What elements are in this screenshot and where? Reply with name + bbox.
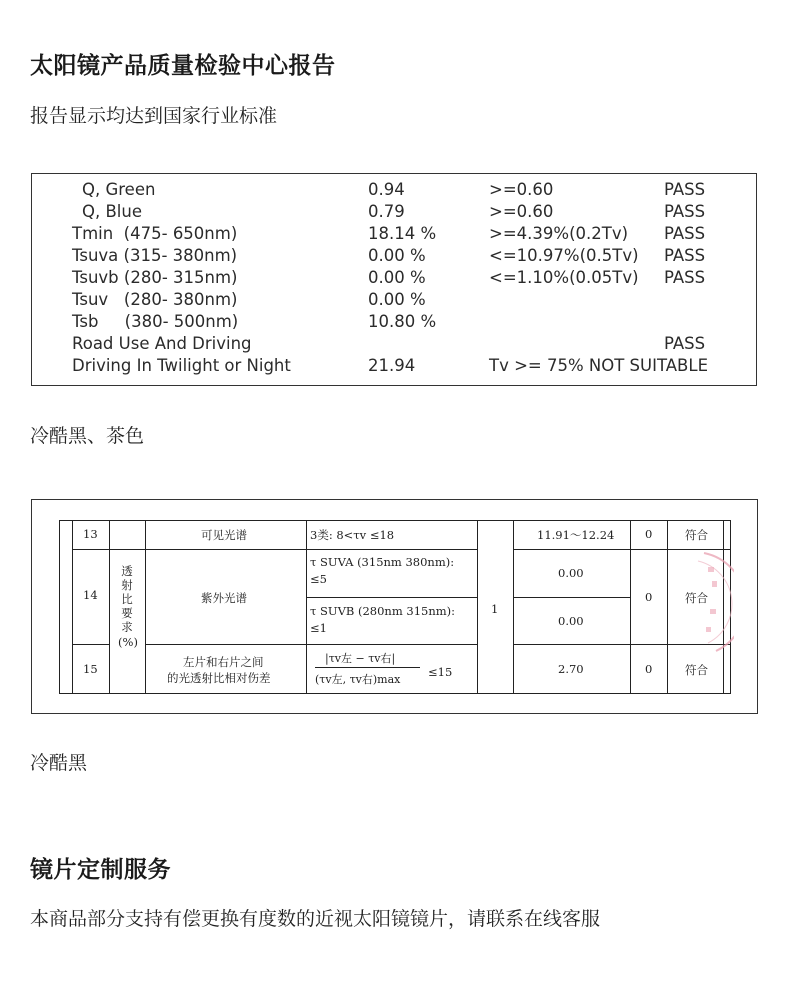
row-result: PASS: [664, 334, 706, 353]
formula-denominator: (τv左, τv右)max: [315, 673, 401, 686]
col-divider: [630, 520, 631, 694]
row-value: 10.80 %: [368, 312, 437, 331]
formula-bar: [315, 667, 420, 668]
test-result: 11.91～12.24: [537, 528, 615, 542]
row-divider: [72, 549, 477, 550]
row-label: Tsb (380- 500nm): [72, 312, 239, 331]
col-divider: [59, 520, 60, 694]
col-divider: [306, 520, 307, 694]
caption-color-1: 冷酷黑、茶色: [30, 425, 145, 447]
inspection-stamp: [664, 547, 734, 657]
report-row: [32, 334, 756, 356]
group-label: 透 射 比 要 求: [121, 564, 133, 634]
row-standard: >=0.60: [489, 202, 554, 221]
row-label: Driving In Twilight or Night: [72, 356, 291, 375]
test-result-uvb: 0.00: [558, 614, 584, 628]
sample-number: 1: [491, 602, 499, 616]
row-label: Tsuvb (280- 315nm): [72, 268, 238, 287]
row-divider: [145, 644, 477, 645]
test-item: 可见光谱: [201, 528, 247, 542]
row-standard: >=0.60: [489, 180, 554, 199]
test-report-chinese: [31, 499, 758, 714]
col-divider: [72, 520, 73, 694]
row-divider: [72, 644, 109, 645]
count: 0: [645, 590, 653, 604]
formula-numerator: |τv左 − τv右|: [325, 652, 396, 665]
col-divider: [513, 520, 514, 694]
count: 0: [645, 662, 653, 676]
report-row: [32, 290, 756, 312]
requirement: 3类: 8<τv ≤18: [310, 528, 395, 542]
row-label: Q, Blue: [82, 202, 142, 221]
standard-table: [59, 520, 731, 694]
row-result: PASS: [664, 224, 706, 243]
row-value: 0.00 %: [368, 268, 426, 287]
requirement-uva-limit: ≤5: [310, 572, 327, 586]
row-value: 0.00 %: [368, 290, 426, 309]
row-result: PASS: [664, 268, 706, 287]
report-row: [32, 356, 756, 378]
row-standard: Tv >= 75% NOT SUITABLE: [489, 356, 708, 375]
group-label-unit: (%): [118, 635, 138, 649]
report-row: [32, 246, 756, 268]
verdict: 符合: [685, 591, 708, 605]
row-label: Tsuv (280- 380nm): [72, 290, 238, 309]
section-title-custom-lens: 镜片定制服务: [30, 857, 171, 883]
test-result-uva: 0.00: [558, 566, 584, 580]
count: 0: [645, 527, 653, 541]
section-body-custom-lens: 本商品部分支持有偿更换有度数的近视太阳镜镜片，请联系在线客服: [30, 908, 601, 930]
row-label: Q, Green: [82, 180, 156, 199]
report-row: [32, 202, 756, 224]
row-value: 0.00 %: [368, 246, 426, 265]
row-number: 15: [83, 662, 98, 676]
row-label: Road Use And Driving: [72, 334, 252, 353]
row-label: Tmin (475- 650nm): [72, 224, 238, 243]
row-number: 13: [83, 527, 98, 541]
test-result: 2.70: [558, 662, 584, 676]
row-result: PASS: [664, 202, 706, 221]
row-number: 14: [83, 588, 98, 602]
report-row: [32, 312, 756, 334]
col-divider: [109, 520, 110, 694]
requirement-uvb: τ SUVB (280nm 315nm):: [310, 604, 456, 618]
row-label: Tsuva (315- 380nm): [72, 246, 238, 265]
row-standard: >=4.39%(0.2Tv): [489, 224, 629, 243]
row-standard: <=1.10%(0.05Tv): [489, 268, 639, 287]
formula-limit: ≤15: [428, 665, 453, 679]
row-value: 0.79: [368, 202, 405, 221]
row-value: 21.94: [368, 356, 416, 375]
col-divider: [477, 520, 478, 694]
test-item-line1: 左片和右片之间: [183, 655, 264, 669]
verdict: 符合: [685, 663, 708, 677]
row-divider: [513, 597, 630, 598]
caption-color-2: 冷酷黑: [30, 752, 88, 774]
row-result: PASS: [664, 180, 706, 199]
col-divider: [145, 520, 146, 694]
report-row: [32, 268, 756, 290]
requirement-uva: τ SUVA (315nm 380nm):: [310, 555, 455, 569]
test-item: 紫外光谱: [201, 591, 247, 605]
page-title: 太阳镜产品质量检验中心报告: [30, 53, 336, 79]
row-value: 0.94: [368, 180, 405, 199]
row-result: PASS: [664, 246, 706, 265]
report-row: [32, 224, 756, 246]
row-divider: [306, 597, 477, 598]
row-value: 18.14 %: [368, 224, 437, 243]
row-standard: <=10.97%(0.5Tv): [489, 246, 639, 265]
requirement-uvb-limit: ≤1: [310, 621, 327, 635]
test-item-line2: 的光透射比相对伤差: [167, 671, 271, 685]
page-subtitle: 报告显示均达到国家行业标准: [30, 105, 278, 127]
verdict: 符合: [685, 528, 708, 542]
test-report-english: [31, 173, 757, 386]
report-row: [32, 180, 756, 202]
